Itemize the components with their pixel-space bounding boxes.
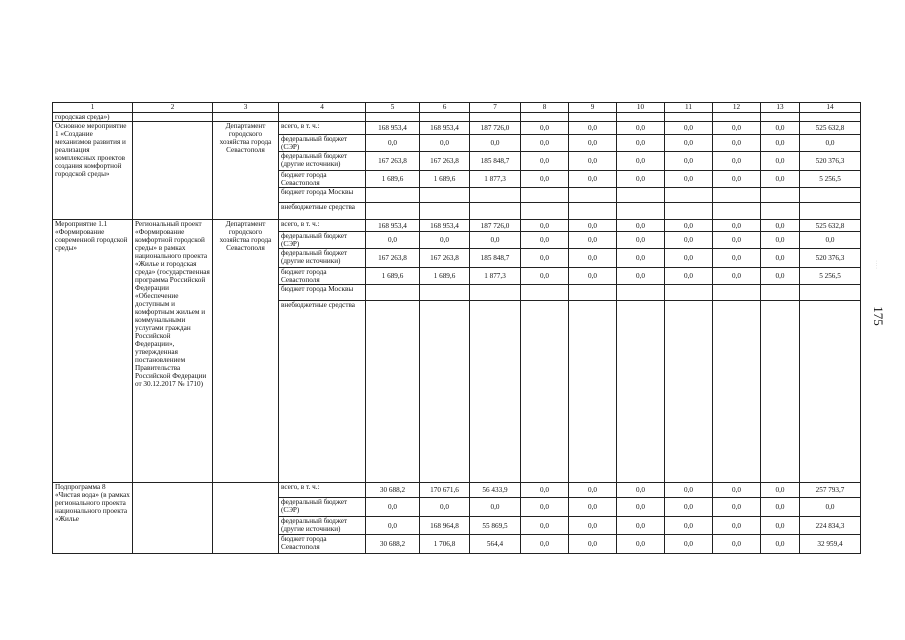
value-cell: 0,0 (366, 232, 420, 249)
header-cell: 7 (470, 103, 521, 113)
value-cell: 0,0 (569, 483, 617, 498)
continuation-row (53, 113, 861, 122)
funding-source-cell: федеральный бюджет (СЭР) (279, 498, 366, 517)
value-cell: 0,0 (665, 249, 713, 268)
value-cell: 0,0 (800, 232, 861, 249)
funding-source-cell: бюджет города Севастополя (279, 268, 366, 285)
value-cell (800, 203, 861, 220)
value-cell: 0,0 (665, 517, 713, 535)
value-cell: 0,0 (761, 232, 800, 249)
value-cell (569, 301, 617, 483)
block-column-1-cell: Мероприятие 1.1 «Формирование современной городской среды» (53, 220, 133, 483)
value-cell: 0,0 (521, 220, 569, 232)
value-cell: 0,0 (617, 232, 665, 249)
table-row (53, 122, 861, 135)
funding-source-cell: бюджет города Москвы (279, 285, 366, 301)
value-cell: 187 726,0 (470, 122, 521, 135)
value-cell: 0,0 (713, 232, 761, 249)
value-cell: 0,0 (569, 498, 617, 517)
value-cell: 0,0 (713, 122, 761, 135)
value-cell: 168 953,4 (366, 220, 420, 232)
value-cell: 0,0 (665, 498, 713, 517)
value-cell (569, 203, 617, 220)
value-cell: 167 263,8 (366, 249, 420, 268)
value-cell: 0,0 (665, 483, 713, 498)
header-cell: 1 (53, 103, 133, 113)
value-cell: 0,0 (569, 152, 617, 171)
block-column-3-cell: Департамент городского хозяйства города Севастополя (213, 122, 279, 220)
value-cell: 185 848,7 (470, 249, 521, 268)
value-cell (761, 203, 800, 220)
table-row (53, 483, 861, 498)
value-cell (420, 203, 470, 220)
value-cell: 1 689,6 (420, 268, 470, 285)
value-cell (617, 301, 665, 483)
value-cell: 5 256,5 (800, 171, 861, 188)
value-cell: 0,0 (713, 517, 761, 535)
value-cell (420, 301, 470, 483)
value-cell: 0,0 (366, 135, 420, 152)
value-cell: 0,0 (470, 498, 521, 517)
value-cell (713, 285, 761, 301)
value-cell: 0,0 (761, 517, 800, 535)
value-cell (665, 188, 713, 203)
value-cell: 525 632,8 (800, 122, 861, 135)
value-cell: 0,0 (470, 232, 521, 249)
value-cell: 0,0 (713, 535, 761, 554)
value-cell: 0,0 (713, 249, 761, 268)
value-cell: 1 689,6 (420, 171, 470, 188)
value-cell: 0,0 (761, 483, 800, 498)
value-cell: 0,0 (665, 152, 713, 171)
block-column-1-cell: Основное мероприятие 1 «Создание механизмов развития и реализация комплексных проектов создания комфортной городской среды» (53, 122, 133, 220)
value-cell: 0,0 (569, 232, 617, 249)
value-cell (665, 203, 713, 220)
value-cell: 0,0 (761, 152, 800, 171)
value-cell: 0,0 (521, 483, 569, 498)
header-cell: 6 (420, 103, 470, 113)
value-cell (713, 301, 761, 483)
header-cell: 10 (617, 103, 665, 113)
value-cell: 0,0 (521, 122, 569, 135)
value-cell (761, 285, 800, 301)
header-cell: 5 (366, 103, 420, 113)
funding-source-cell: бюджет города Москвы (279, 188, 366, 203)
header-cell: 11 (665, 103, 713, 113)
value-cell (420, 285, 470, 301)
value-cell: 257 793,7 (800, 483, 861, 498)
value-cell (617, 188, 665, 203)
value-cell: 167 263,8 (420, 152, 470, 171)
value-cell: 1 706,8 (420, 535, 470, 554)
value-cell (470, 301, 521, 483)
value-cell: 0,0 (569, 517, 617, 535)
block-column-1-cell: Подпрограмма 8 «Чистая вода» (в рамках регионального проекта национального проекта «Жилье (53, 483, 133, 554)
value-cell (366, 188, 420, 203)
funding-source-cell: федеральный бюджет (СЭР) (279, 135, 366, 152)
value-cell (521, 188, 569, 203)
funding-source-cell: всего, в т. ч.: (279, 220, 366, 232)
table-body (53, 103, 861, 554)
value-cell: 0,0 (713, 171, 761, 188)
value-cell: 0,0 (420, 135, 470, 152)
funding-source-cell: федеральный бюджет (другие источники) (279, 517, 366, 535)
value-cell (366, 285, 420, 301)
value-cell: 170 671,6 (420, 483, 470, 498)
value-cell: 0,0 (617, 483, 665, 498)
value-cell: 0,0 (366, 517, 420, 535)
value-cell: 0,0 (521, 232, 569, 249)
value-cell: 0,0 (617, 268, 665, 285)
value-cell (366, 203, 420, 220)
header-row (53, 103, 861, 113)
value-cell: 56 433,9 (470, 483, 521, 498)
block-column-2-cell: Региональный проект «Формирование комфортной городской среды» в рамках национального проекта «Жилье и городская среда» (государственная программа Российской Федерации «Обеспечение доступным и комфортным жильем и коммунальными услугами граждан Российской Федерации», утвержденная постановлением Правительства Российской Федерации от 30.12.2017 № 1710) (133, 220, 213, 483)
value-cell: 168 964,8 (420, 517, 470, 535)
value-cell: 0,0 (713, 268, 761, 285)
value-cell: 1 689,6 (366, 268, 420, 285)
value-cell: 0,0 (761, 249, 800, 268)
value-cell: 32 959,4 (800, 535, 861, 554)
funding-source-cell: бюджет города Севастополя (279, 535, 366, 554)
header-cell: 8 (521, 103, 569, 113)
value-cell: 0,0 (665, 122, 713, 135)
value-cell: 185 848,7 (470, 152, 521, 171)
block-column-3-cell (213, 483, 279, 554)
value-cell: 0,0 (761, 498, 800, 517)
value-cell (713, 203, 761, 220)
funding-source-cell: внебюджетные средства (279, 203, 366, 220)
value-cell: 0,0 (713, 498, 761, 517)
table-row (53, 220, 861, 232)
value-cell: 0,0 (569, 135, 617, 152)
block-column-2-cell (133, 483, 213, 554)
value-cell: 0,0 (617, 152, 665, 171)
value-cell: 168 953,4 (420, 122, 470, 135)
header-cell: 12 (713, 103, 761, 113)
value-cell: 0,0 (569, 268, 617, 285)
value-cell: 167 263,8 (366, 152, 420, 171)
value-cell: 0,0 (569, 122, 617, 135)
funding-source-cell: федеральный бюджет (другие источники) (279, 152, 366, 171)
value-cell: 0,0 (617, 135, 665, 152)
header-cell: 13 (761, 103, 800, 113)
value-cell: 0,0 (617, 171, 665, 188)
value-cell (470, 203, 521, 220)
value-cell: 0,0 (521, 249, 569, 268)
value-cell: 0,0 (470, 135, 521, 152)
value-cell: 167 263,8 (420, 249, 470, 268)
value-cell (617, 203, 665, 220)
value-cell (569, 188, 617, 203)
value-cell: 1 877,3 (470, 171, 521, 188)
header-cell: 14 (800, 103, 861, 113)
value-cell: 0,0 (521, 498, 569, 517)
value-cell (470, 188, 521, 203)
value-cell: 0,0 (761, 268, 800, 285)
continuation-text: городская среда») (53, 113, 133, 122)
value-cell: 168 953,4 (420, 220, 470, 232)
funding-source-cell: бюджет города Севастополя (279, 171, 366, 188)
funding-source-cell: федеральный бюджет (другие источники) (279, 249, 366, 268)
value-cell (713, 188, 761, 203)
value-cell: 168 953,4 (366, 122, 420, 135)
value-cell: 224 834,3 (800, 517, 861, 535)
funding-source-cell: всего, в т. ч.: (279, 483, 366, 498)
value-cell: 0,0 (521, 135, 569, 152)
value-cell: 0,0 (713, 483, 761, 498)
value-cell: 0,0 (617, 220, 665, 232)
value-cell: 0,0 (713, 152, 761, 171)
value-cell (521, 301, 569, 483)
value-cell: 0,0 (569, 171, 617, 188)
value-cell (761, 188, 800, 203)
funding-source-cell: федеральный бюджет (СЭР) (279, 232, 366, 249)
value-cell: 0,0 (521, 268, 569, 285)
value-cell: 0,0 (569, 535, 617, 554)
margin-mark: · · · · (874, 260, 880, 269)
value-cell (521, 285, 569, 301)
funding-source-cell: всего, в т. ч.: (279, 122, 366, 135)
value-cell: 0,0 (366, 498, 420, 517)
page-number: 175 (870, 306, 886, 326)
value-cell (569, 285, 617, 301)
budget-table (52, 102, 861, 554)
value-cell: 0,0 (665, 232, 713, 249)
value-cell: 1 689,6 (366, 171, 420, 188)
header-cell: 4 (279, 103, 366, 113)
value-cell (665, 301, 713, 483)
value-cell: 0,0 (569, 220, 617, 232)
block-column-2-cell (133, 122, 213, 220)
value-cell: 0,0 (713, 220, 761, 232)
value-cell (761, 301, 800, 483)
value-cell: 0,0 (761, 220, 800, 232)
value-cell (470, 285, 521, 301)
value-cell (420, 188, 470, 203)
value-cell: 30 688,2 (366, 535, 420, 554)
value-cell: 520 376,3 (800, 152, 861, 171)
header-cell: 3 (213, 103, 279, 113)
value-cell: 0,0 (800, 135, 861, 152)
value-cell (521, 203, 569, 220)
value-cell (665, 285, 713, 301)
value-cell: 0,0 (617, 517, 665, 535)
value-cell: 0,0 (800, 498, 861, 517)
value-cell: 0,0 (665, 135, 713, 152)
value-cell: 55 869,5 (470, 517, 521, 535)
value-cell: 0,0 (521, 535, 569, 554)
value-cell: 0,0 (617, 535, 665, 554)
value-cell: 0,0 (569, 249, 617, 268)
value-cell: 30 688,2 (366, 483, 420, 498)
funding-source-cell: внебюджетные средства (279, 301, 366, 483)
value-cell: 0,0 (665, 268, 713, 285)
value-cell: 5 256,5 (800, 268, 861, 285)
value-cell (800, 301, 861, 483)
value-cell: 0,0 (521, 171, 569, 188)
value-cell: 0,0 (665, 220, 713, 232)
value-cell: 564,4 (470, 535, 521, 554)
value-cell: 0,0 (617, 122, 665, 135)
value-cell: 520 376,3 (800, 249, 861, 268)
value-cell: 0,0 (761, 122, 800, 135)
value-cell (800, 188, 861, 203)
value-cell: 0,0 (665, 171, 713, 188)
value-cell: 1 877,3 (470, 268, 521, 285)
header-cell: 9 (569, 103, 617, 113)
block-column-3-cell: Департамент городского хозяйства города Севастополя (213, 220, 279, 483)
value-cell: 0,0 (521, 152, 569, 171)
value-cell (366, 301, 420, 483)
value-cell: 187 726,0 (470, 220, 521, 232)
value-cell: 0,0 (761, 171, 800, 188)
value-cell: 0,0 (665, 535, 713, 554)
value-cell: 0,0 (617, 249, 665, 268)
header-cell: 2 (133, 103, 213, 113)
value-cell: 525 632,8 (800, 220, 861, 232)
value-cell: 0,0 (761, 535, 800, 554)
value-cell (617, 285, 665, 301)
value-cell: 0,0 (617, 498, 665, 517)
value-cell: 0,0 (521, 517, 569, 535)
value-cell: 0,0 (420, 498, 470, 517)
value-cell: 0,0 (713, 135, 761, 152)
value-cell: 0,0 (761, 135, 800, 152)
value-cell (800, 285, 861, 301)
value-cell: 0,0 (420, 232, 470, 249)
